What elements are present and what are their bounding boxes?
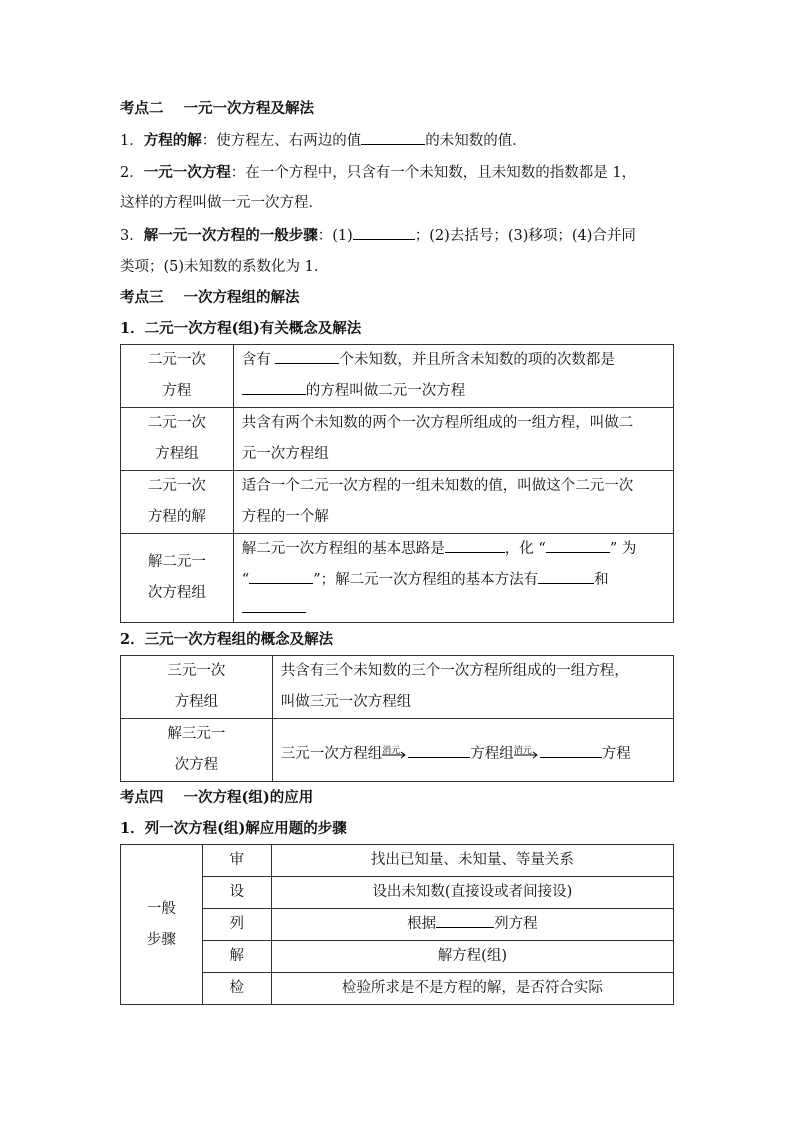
term-line: 方程组 xyxy=(155,446,199,462)
right-arrow-icon xyxy=(382,751,408,759)
term-line: 次方程 xyxy=(174,757,219,773)
concept-table-ternary xyxy=(120,655,674,782)
step-desc-cell xyxy=(271,845,673,877)
heading-title: 一次方程组的解法 xyxy=(183,289,300,306)
item-3 xyxy=(120,224,636,245)
step-cell xyxy=(202,941,271,973)
term-line: 二元一次 xyxy=(147,352,206,368)
term-cell xyxy=(121,534,234,623)
term-line: 解二元一 xyxy=(147,554,206,570)
item-term: 一元一次方程 xyxy=(143,164,231,181)
answer-blank xyxy=(546,538,610,553)
term-line: 方程 xyxy=(162,383,192,399)
item-term: 方程的解 xyxy=(143,132,202,149)
section-heading-kaodian2 xyxy=(120,97,314,118)
table-row xyxy=(121,973,674,1005)
definition-cell xyxy=(233,471,673,534)
term-cell xyxy=(121,345,234,408)
definition-text: ” 为 xyxy=(609,541,637,557)
answer-blank xyxy=(249,569,313,584)
step-desc: 设出未知数(直接设或者间接设) xyxy=(372,884,573,900)
step-label: 审 xyxy=(229,852,245,868)
step-desc-cell xyxy=(271,877,673,909)
item-text: ；(2)去括号；(3)移项；(4)合并同 xyxy=(414,228,636,244)
definition-cell xyxy=(233,408,673,471)
table-row xyxy=(121,345,674,408)
arrow-label: 消元 xyxy=(513,745,532,756)
step-desc-cell xyxy=(271,973,673,1005)
term-line: 方程的解 xyxy=(147,509,206,525)
step-desc-cell xyxy=(271,909,673,941)
item-number: 2． xyxy=(120,165,144,181)
definition-text: 解二元一次方程组的基本思路是 xyxy=(241,541,445,557)
term-cell xyxy=(121,408,234,471)
table-row xyxy=(121,909,674,941)
definition-text: 共含有两个未知数的两个一次方程所组成的一组方程，叫做二 xyxy=(241,415,634,431)
term-line: 三元一次 xyxy=(167,663,226,679)
item-number: 1． xyxy=(120,133,144,149)
step-desc: 找出已知量、未知量、等量关系 xyxy=(370,852,574,868)
concept-table-binary xyxy=(120,344,674,623)
definition-cell xyxy=(233,345,673,408)
step-label: 检 xyxy=(229,980,245,996)
side-label: 一般 xyxy=(146,900,176,917)
table-row xyxy=(121,656,674,719)
definition-text: 和 xyxy=(594,572,609,588)
table-row xyxy=(121,719,674,782)
heading-title: 一元一次方程及解法 xyxy=(183,100,314,117)
answer-blank xyxy=(538,569,594,584)
definition-text: 含有 xyxy=(241,352,271,368)
item-number: 3． xyxy=(120,228,144,244)
step-cell xyxy=(202,909,271,941)
item-2 xyxy=(120,161,636,182)
arrow-label: 消元 xyxy=(382,745,401,756)
item-term: 解一元一次方程的一般步骤 xyxy=(143,227,318,244)
answer-blank xyxy=(242,380,306,395)
item-3-cont xyxy=(120,255,318,276)
answer-blank xyxy=(540,743,602,758)
answer-blank xyxy=(353,225,415,240)
right-arrow-icon xyxy=(514,751,540,759)
definition-text: 共含有三个未知数的三个一次方程所组成的一组方程， xyxy=(280,663,629,679)
definition-text: 三元一次方程组 xyxy=(280,745,383,762)
step-cell xyxy=(202,973,271,1005)
step-label: 列 xyxy=(229,916,245,932)
definition-text: 适合一个二元一次方程的一组未知数的值，叫做这个二元一次 xyxy=(241,478,634,494)
definition-text: 的方程叫做二元一次方程 xyxy=(305,383,466,399)
answer-blank xyxy=(361,130,425,145)
heading-title: 一次方程(组)的应用 xyxy=(183,789,314,806)
item-text: 的未知数的值． xyxy=(425,133,527,149)
term-line: 二元一次 xyxy=(147,415,206,431)
definition-text: 方程 xyxy=(601,745,631,762)
term-line: 方程组 xyxy=(174,694,219,710)
steps-table xyxy=(120,844,674,1005)
table-row xyxy=(121,408,674,471)
item-text: 类项；(5)未知数的系数化为 1. xyxy=(120,259,319,275)
step-desc: 检验所求是不是方程的解，是否符合实际 xyxy=(341,980,603,996)
step-cell xyxy=(202,845,271,877)
definition-text: 元一次方程组 xyxy=(241,446,329,462)
definition-text: ，化 “ xyxy=(504,541,546,557)
heading-label: 考点三 xyxy=(120,289,164,306)
term-cell xyxy=(121,719,273,782)
table-row xyxy=(121,941,674,973)
table-row xyxy=(121,471,674,534)
term-line: 二元一次 xyxy=(147,478,206,494)
definition-cell xyxy=(272,719,673,782)
elimination-arrow xyxy=(382,747,408,761)
term-line: 解三元一 xyxy=(167,726,226,742)
definition-text: 方程的一个解 xyxy=(241,509,329,525)
section-heading-kaodian4 xyxy=(120,786,313,807)
step-desc-cell xyxy=(271,941,673,973)
step-cell xyxy=(202,877,271,909)
answer-blank xyxy=(436,913,494,928)
section-heading-kaodian3 xyxy=(120,286,300,307)
item-text: ：(1) xyxy=(317,228,353,244)
elimination-arrow xyxy=(514,747,540,761)
definition-text: 叫做三元一次方程组 xyxy=(280,694,412,710)
table-row xyxy=(121,877,674,909)
item-2-cont xyxy=(120,191,323,212)
item-1 xyxy=(120,129,527,150)
definition-text: 方程组 xyxy=(470,745,514,762)
side-label: 步骤 xyxy=(146,931,176,948)
answer-blank xyxy=(445,538,505,553)
step-desc: 解方程(组) xyxy=(437,948,508,964)
subheading-2: 2．三元一次方程组的概念及解法 xyxy=(120,631,334,648)
item-text: ：使方程左、右两边的值 xyxy=(201,133,362,149)
heading-label: 考点四 xyxy=(120,789,164,806)
term-cell xyxy=(121,656,273,719)
subheading-1: 1．二元一次方程(组)有关概念及解法 xyxy=(120,320,362,337)
definition-text: ”；解二元一次方程组的基本方法有 xyxy=(313,572,539,588)
subheading-steps: 1．列一次方程(组)解应用题的步骤 xyxy=(120,820,347,837)
step-label: 设 xyxy=(229,884,245,900)
term-cell xyxy=(121,471,234,534)
table-row xyxy=(121,845,674,877)
definition-text: 个未知数，并且所含未知数的项的次数都是 xyxy=(339,352,615,368)
heading-label: 考点二 xyxy=(120,100,164,117)
answer-blank xyxy=(408,743,470,758)
step-desc: 根据 xyxy=(407,916,437,932)
item-text: ：在一个方程中，只含有一个未知数，且未知数的指数都是 1， xyxy=(230,165,637,181)
item-text: 这样的方程叫做一元一次方程． xyxy=(120,195,323,211)
term-line: 次方程组 xyxy=(147,585,206,601)
definition-cell xyxy=(272,656,673,719)
answer-blank xyxy=(275,349,339,364)
side-label-cell xyxy=(121,845,203,1005)
table-row xyxy=(121,534,674,623)
step-label: 解 xyxy=(229,948,245,964)
definition-text: “ xyxy=(241,572,250,588)
answer-blank xyxy=(242,598,306,613)
definition-cell xyxy=(233,534,673,623)
step-desc: 列方程 xyxy=(494,916,538,932)
